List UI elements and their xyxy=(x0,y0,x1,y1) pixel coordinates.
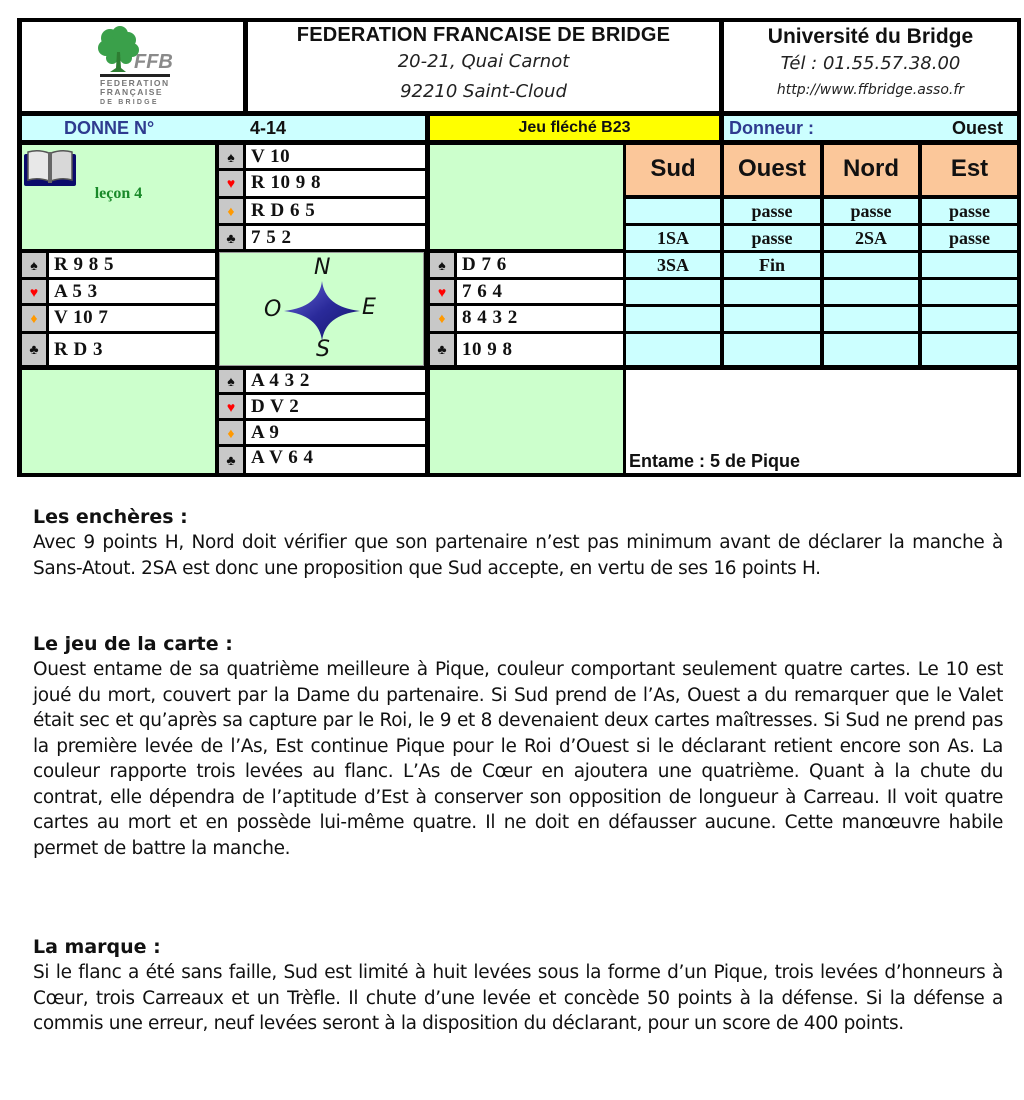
club-icon: ♣ xyxy=(219,447,243,473)
bid-header-sud: Sud xyxy=(626,145,720,195)
bid-cell-nord xyxy=(824,280,918,304)
donne-number: 4-14 xyxy=(250,118,287,138)
section-body: Ouest entame de sa quatrième meilleure à Pique, couleur comportant seulement quatre cartes. Le 10 est joué du mort, couvert par la Dame du partenaire. Si Sud prend de l’As, Ouest a du remarquer que le Valet était sec et qu’après sa capture par le Roi, le 9 et 8 devenaient deux cartes maîtresses. Si Sud ne prend pas la première levée de l’As, Est continue Pique pour le Roi d’Ouest si le déclarant retient encore son As. La couleur rapporte trois levées au flanc. L’As de Cœur en ajoutera une quatrième. Quant à la chute du contrat, elle dépendra de l’aptitude d’Est à conserver son opposition de longueur à Carreau. Il voit quatre cartes au mort et en possède lui-même quatre. Il ne doit en défausser aucune. Cette manœuvre habile permet de battre la manche. xyxy=(33,659,1003,859)
lesson-panel xyxy=(22,145,215,249)
bid-header-ouest: Ouest xyxy=(724,145,820,195)
spade-icon: ♠ xyxy=(430,253,454,277)
bid-cell-nord xyxy=(824,307,918,331)
bid-cell-ouest xyxy=(724,334,820,365)
bid-header-nord: Nord xyxy=(824,145,918,195)
compass-east: E xyxy=(362,295,376,320)
bid-cell-nord: 2SA xyxy=(824,226,918,250)
svg-text:FEDERATION: FEDERATION xyxy=(100,78,170,88)
empty-panel-se xyxy=(430,370,623,473)
bid-cell-ouest xyxy=(724,307,820,331)
sud-hearts: D V 2 xyxy=(246,395,425,418)
donne-label: DONNE N° xyxy=(64,118,155,138)
diamond-icon: ♦ xyxy=(219,421,243,444)
est-clubs: 10 9 8 xyxy=(457,334,623,365)
bid-cell-sud xyxy=(626,307,720,331)
spade-icon: ♠ xyxy=(219,370,243,392)
bid-cell-sud: 3SA xyxy=(626,253,720,277)
section-marque xyxy=(33,934,1003,1037)
bid-cell-ouest: Fin xyxy=(724,253,820,277)
sud-clubs: A V 6 4 xyxy=(246,447,425,473)
universite-url[interactable]: http://www.ffbridge.asso.fr xyxy=(776,82,965,98)
section-body: Si le flanc a été sans faille, Sud est limité à huit levées sous la forme d’un Pique, trois levées d’honneurs à Cœur, trois Carreaux et un Trèfle. Il chute d’une levée et concède 50 points à la défense. Si la défense a commis une erreur, neuf levées seront à la disposition du déclarant, pour un score de 400 points. xyxy=(33,962,1003,1034)
bid-cell-est: passe xyxy=(922,199,1017,223)
section-title: La marque : xyxy=(33,936,161,958)
bid-cell-ouest: passe xyxy=(724,226,820,250)
ouest-hearts: A 5 3 xyxy=(49,280,215,303)
heart-icon: ♥ xyxy=(219,171,243,196)
section-title: Le jeu de la carte : xyxy=(33,633,233,655)
club-icon: ♣ xyxy=(22,334,46,365)
est-hearts: 7 6 4 xyxy=(457,280,623,303)
donneur-label: Donneur : xyxy=(729,118,814,138)
empty-panel-ne xyxy=(430,145,623,249)
bid-cell-nord: passe xyxy=(824,199,918,223)
spade-icon: ♠ xyxy=(219,145,243,168)
nord-diamonds: R D 6 5 xyxy=(246,199,425,223)
bid-header-est: Est xyxy=(922,145,1017,195)
sud-spades: A 4 3 2 xyxy=(246,370,425,392)
book-icon xyxy=(23,148,77,188)
svg-text:FFB: FFB xyxy=(134,51,173,73)
ouest-clubs: R D 3 xyxy=(49,334,215,365)
ffb-tree-logo-icon xyxy=(22,22,243,111)
ouest-diamonds: V 10 7 xyxy=(49,306,215,331)
jeu-fleche-label: Jeu fléché B23 xyxy=(430,116,719,140)
section-body: Avec 9 points H, Nord doit vérifier que son partenaire n’est pas minimum avant de déclarer la manche à Sans-Atout. 2SA est donc une proposition que Sud accepte, en vertu de ses 16 points H. xyxy=(33,532,1003,579)
universite-phone: Tél : 01.55.57.38.00 xyxy=(780,53,961,74)
federation-title: FEDERATION FRANCAISE DE BRIDGE xyxy=(296,24,671,46)
donneur-row xyxy=(724,116,1017,140)
diamond-icon: ♦ xyxy=(219,199,243,223)
heart-icon: ♥ xyxy=(219,395,243,418)
empty-panel-sw xyxy=(22,370,215,473)
universite-header xyxy=(724,22,1017,111)
bid-cell-ouest: passe xyxy=(724,199,820,223)
bid-cell-nord xyxy=(824,253,918,277)
bid-cell-est xyxy=(922,280,1017,304)
bid-cell-est xyxy=(922,253,1017,277)
compass-north: N xyxy=(314,255,331,280)
entame-panel xyxy=(626,370,1017,473)
bid-cell-est xyxy=(922,334,1017,365)
nord-clubs: 7 5 2 xyxy=(246,226,425,249)
bid-cell-sud xyxy=(626,334,720,365)
nord-hearts: R 10 9 8 xyxy=(246,171,425,196)
donne-row xyxy=(22,116,425,140)
est-spades: D 7 6 xyxy=(457,253,623,277)
lesson-label: leçon 4 xyxy=(94,185,143,202)
heart-icon: ♥ xyxy=(22,280,46,303)
section-title: Les enchères : xyxy=(33,506,188,528)
entame-text: Entame : 5 de Pique xyxy=(629,451,801,471)
ouest-spades: R 9 8 5 xyxy=(49,253,215,277)
diamond-icon: ♦ xyxy=(430,306,454,331)
spade-icon: ♠ xyxy=(22,253,46,277)
universite-title: Université du Bridge xyxy=(767,25,974,48)
bid-cell-est: passe xyxy=(922,226,1017,250)
club-icon: ♣ xyxy=(430,334,454,365)
section-encheres xyxy=(33,504,1003,581)
donneur-value: Ouest xyxy=(951,118,1003,138)
svg-text:FRANÇAISE: FRANÇAISE xyxy=(100,87,164,97)
bid-cell-sud: 1SA xyxy=(626,226,720,250)
section-jeu-de-la-carte xyxy=(33,631,1003,861)
compass-rose xyxy=(219,252,424,366)
federation-header xyxy=(248,22,719,111)
compass-south: S xyxy=(316,337,330,362)
bid-cell-sud xyxy=(626,199,720,223)
diamond-icon: ♦ xyxy=(22,306,46,331)
nord-spades: V 10 xyxy=(246,145,425,168)
federation-address-2: 92210 Saint-Cloud xyxy=(400,81,567,102)
club-icon: ♣ xyxy=(219,226,243,249)
bid-cell-ouest xyxy=(724,280,820,304)
compass-west: O xyxy=(264,297,282,322)
bid-cell-sud xyxy=(626,280,720,304)
svg-text:DE BRIDGE: DE BRIDGE xyxy=(100,99,159,106)
heart-icon: ♥ xyxy=(430,280,454,303)
bid-cell-nord xyxy=(824,334,918,365)
compass-star-icon xyxy=(282,279,362,343)
ffb-logo xyxy=(22,22,243,111)
est-diamonds: 8 4 3 2 xyxy=(457,306,623,331)
bid-cell-est xyxy=(922,307,1017,331)
federation-address-1: 20-21, Quai Carnot xyxy=(397,51,570,72)
sud-diamonds: A 9 xyxy=(246,421,425,444)
